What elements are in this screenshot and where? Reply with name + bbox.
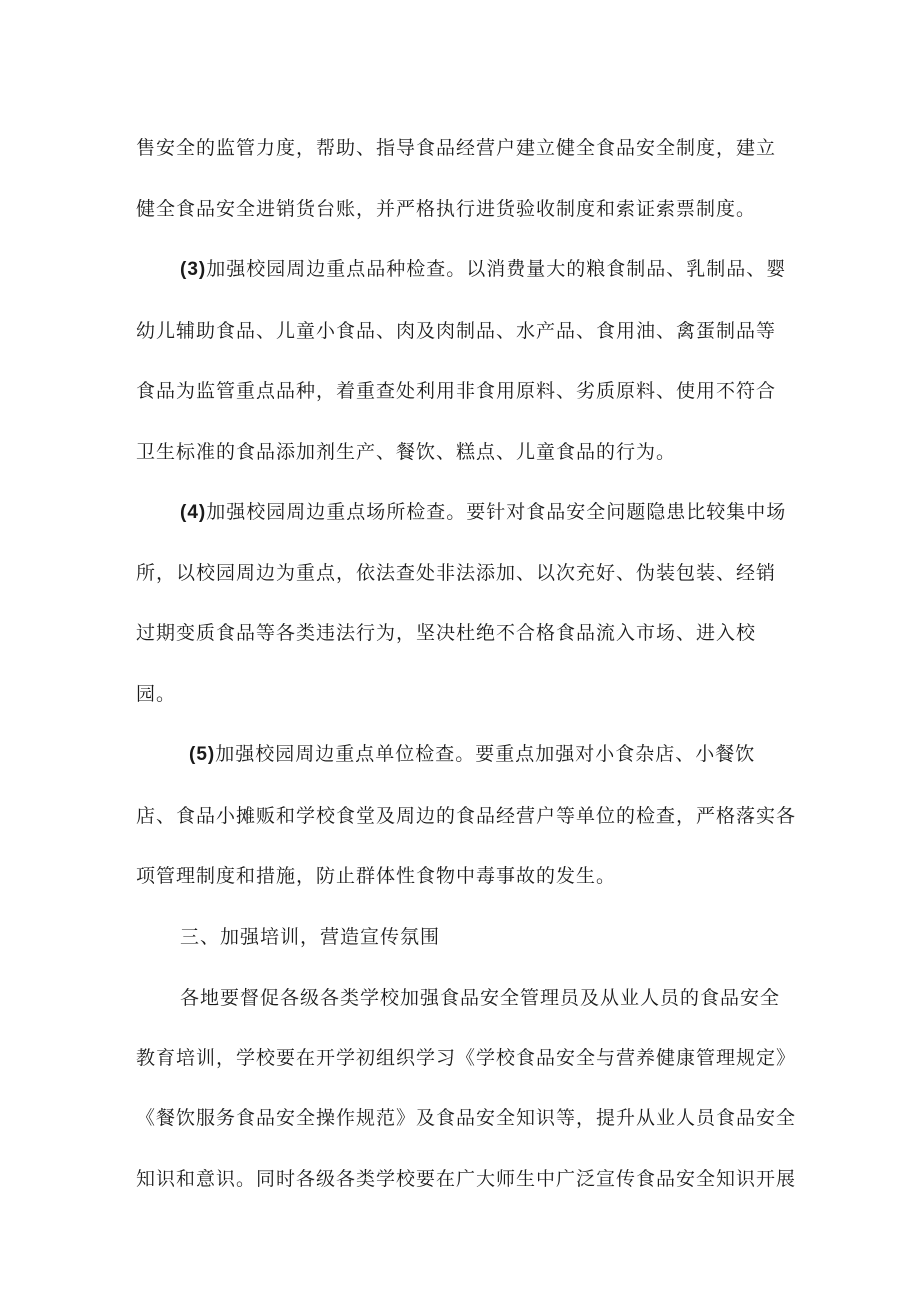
text-line: 幼儿辅助食品、儿童小食品、肉及肉制品、水产品、食用油、禽蛋制品等 xyxy=(136,320,777,342)
text-line: 《餐饮服务食品安全操作规范》及食品安全知识等，提升从业人员食品安全 xyxy=(136,1107,797,1129)
text-line: 教育培训，学校要在开学初组织学习《学校食品安全与营养健康管理规定》 xyxy=(136,1047,797,1069)
list-marker-5: (5) xyxy=(189,744,216,765)
text-line: 过期变质食品等各类违法行为，坚决杜绝不合格食品流入市场、进入校 xyxy=(136,622,757,644)
text-line: 知识和意识。同时各级各类学校要在广大师生中广泛宣传食品安全知识开展 xyxy=(136,1168,797,1190)
text-line: 食品为监管重点品种，着重查处利用非食用原料、劣质原料、使用不符合 xyxy=(136,380,777,402)
list-item-5-first-line xyxy=(189,742,755,767)
text-line: 园。 xyxy=(136,683,177,705)
text-line: 所，以校园周边为重点，依法查处非法添加、以次充好、伪装包装、经销 xyxy=(136,562,777,584)
text-line: 加强校园周边重点单位检查。要重点加强对小食杂店、小餐饮 xyxy=(215,743,756,765)
text-line: 卫生标准的食品添加剂生产、餐饮、糕点、儿童食品的行为。 xyxy=(136,441,677,463)
list-item-3-first-line xyxy=(180,257,786,282)
list-item-4-first-line xyxy=(180,500,786,525)
text-line: 加强校园周边重点场所检查。要针对食品安全问题隐患比较集中场 xyxy=(206,501,787,523)
list-marker-4: (4) xyxy=(180,502,207,523)
text-line: 店、食品小摊贩和学校食堂及周边的食品经营户等单位的检查，严格落实各 xyxy=(136,805,797,827)
section-heading: 三、加强培训，营造宣传氛围 xyxy=(180,926,441,948)
list-marker-3: (3) xyxy=(180,259,207,280)
text-line: 健全食品安全进销货台账，并严格执行进货验收制度和索证索票制度。 xyxy=(136,198,757,220)
text-line: 项管理制度和措施，防止群体性食物中毒事故的发生。 xyxy=(136,865,617,887)
text-line: 售安全的监管力度，帮助、指导食品经营户建立健全食品安全制度，建立 xyxy=(136,137,777,159)
text-line: 各地要督促各级各类学校加强食品安全管理员及从业人员的食品安全 xyxy=(180,987,781,1009)
text-line: 加强校园周边重点品种检查。以消费量大的粮食制品、乳制品、婴 xyxy=(206,258,787,280)
